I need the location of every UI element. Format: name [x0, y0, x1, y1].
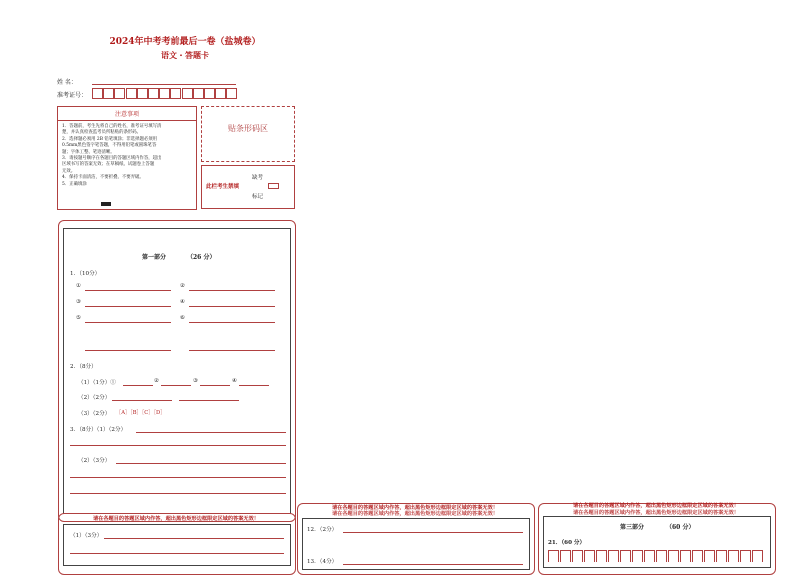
q1-mark: ③: [76, 299, 82, 305]
essay-grid-cell[interactable]: [680, 550, 691, 562]
q2-sub1-mark-4: ④: [232, 378, 238, 384]
essay-grid-cell[interactable]: [668, 550, 679, 562]
q12-line[interactable]: [343, 532, 523, 533]
q2-sub2-blank[interactable]: [112, 400, 172, 401]
q3-sub2: （2）（3分）: [78, 458, 111, 464]
notice-item: 0.5mm黑色签字笔答题，不得用铅笔或圆珠笔答: [62, 143, 157, 149]
q3-line[interactable]: [116, 463, 286, 464]
q1-mark: ④: [180, 299, 186, 305]
q3-line[interactable]: [136, 432, 286, 433]
q2-sub1-blank[interactable]: [161, 385, 191, 386]
notice-item: 3．请按题号顺序在各题目的答题区域内作答，超出: [62, 156, 162, 162]
q1-mark: ②: [180, 283, 186, 289]
essay-grid-cell[interactable]: [692, 550, 703, 562]
bottom-left-q: （1）（3分）: [70, 533, 103, 539]
q2-sub2: （2）（2分）: [78, 395, 111, 401]
essay-grid-cell[interactable]: [596, 550, 607, 562]
q2-label: 2．（8分）: [70, 364, 97, 370]
essay-grid-cell[interactable]: [752, 550, 763, 562]
notice-item: 楚，并认真检查监考员所粘贴的条形码。: [62, 130, 142, 136]
id-cell[interactable]: [114, 88, 125, 99]
id-cell[interactable]: [215, 88, 226, 99]
absent-mark-bottom: 标记: [252, 194, 264, 200]
absent-box: [201, 165, 295, 209]
q13-line[interactable]: [343, 564, 523, 565]
filled-mark-sample: [101, 202, 111, 206]
q1-answer-line[interactable]: [85, 290, 171, 291]
id-cell[interactable]: [193, 88, 204, 99]
q2-sub1-blank[interactable]: [239, 385, 269, 386]
essay-grid-cell[interactable]: [632, 550, 643, 562]
notice-list: [58, 121, 196, 188]
q3-line[interactable]: [70, 493, 286, 494]
essay-grid-cell[interactable]: [728, 550, 739, 562]
id-label: 准考证号：: [57, 92, 88, 99]
barcode-label: 贴条形码区: [228, 124, 268, 133]
notice-item: 区域书写的答案无效；在草稿纸、试题卷上答题: [62, 162, 155, 168]
essay-grid-cell[interactable]: [620, 550, 631, 562]
q12-label: 12．（2分）: [307, 527, 338, 533]
q2-sub1-mark-3: ③: [193, 378, 199, 384]
essay-grid-cell[interactable]: [704, 550, 715, 562]
q1-answer-line[interactable]: [85, 322, 171, 323]
id-cell[interactable]: [170, 88, 181, 99]
q2-sub1-mark-2: ②: [154, 378, 160, 384]
sheet-title: 2024年中考考前最后一卷（盐城卷）: [109, 37, 261, 47]
notice-item: 题；字体工整、笔迹清晰。: [62, 149, 115, 155]
middle-inner: [302, 518, 530, 570]
notice-item: 2．选择题必须用 2B 铅笔填涂；非选择题必须用: [62, 136, 158, 142]
part3-score: （60 分）: [666, 524, 695, 531]
q1-answer-line[interactable]: [189, 322, 275, 323]
notice-item: 5．正确填涂: [62, 181, 87, 187]
q1-answer-line[interactable]: [189, 306, 275, 307]
part1-title: 第一部分: [142, 254, 167, 261]
essay-grid-cell[interactable]: [656, 550, 667, 562]
warning-text: 请在各题目的答题区域内作答，超出黑色矩形边框限定区域的答案无效！: [572, 510, 739, 516]
absent-mark-top: 缺考: [252, 175, 264, 181]
essay-grid-cell[interactable]: [584, 550, 595, 562]
q1-mark: ⑥: [180, 315, 186, 321]
answer-line[interactable]: [104, 538, 284, 539]
q13-label: 13．（4分）: [307, 559, 338, 565]
part3-title: 第三部分: [620, 524, 645, 531]
part1-inner: [63, 228, 291, 514]
absent-label: 此栏考生禁填: [206, 184, 240, 190]
q1-mark: ①: [76, 283, 82, 289]
id-cell[interactable]: [204, 88, 215, 99]
id-cell[interactable]: [226, 88, 237, 99]
bottom-left-inner: [63, 524, 291, 566]
q3-line[interactable]: [70, 477, 286, 478]
notice-item: 4．保持卡面清洁，不要折叠、不要弄破。: [62, 175, 144, 181]
q1-answer-line[interactable]: [189, 350, 275, 351]
answer-line[interactable]: [70, 553, 284, 554]
notice-box: [57, 106, 197, 210]
id-cell[interactable]: [182, 88, 193, 99]
essay-grid-cell[interactable]: [560, 550, 571, 562]
q21-label: 21．（60 分）: [548, 540, 586, 546]
id-cell[interactable]: [148, 88, 159, 99]
absent-checkbox[interactable]: [268, 183, 279, 189]
notice-item: 无效。: [62, 168, 76, 174]
q2-options[interactable]: ［A］［B］［C］［D］: [116, 410, 166, 416]
q2-sub2-blank[interactable]: [179, 400, 239, 401]
warning-text: 请在各题目的答题区域内作答，超出黑色矩形边框限定区域的答案无效！: [331, 511, 498, 517]
id-cell[interactable]: [103, 88, 114, 99]
q1-answer-line[interactable]: [189, 290, 275, 291]
warning-text: 请在各题目的答题区域内作答，超出黑色矩形边框限定区域的答案无效！: [92, 516, 259, 522]
essay-grid-cell[interactable]: [608, 550, 619, 562]
name-label: 姓 名：: [57, 79, 77, 86]
essay-grid-cell[interactable]: [548, 550, 559, 562]
warning-text: 请在各题目的答题区域内作答，超出黑色矩形边框限定区域的答案无效！: [572, 503, 739, 509]
notice-item: 1．答题前，考生先将自己的姓名，准考证号填写清: [62, 124, 162, 129]
q3-line[interactable]: [70, 445, 286, 446]
id-cell[interactable]: [137, 88, 148, 99]
q3-label: 3．（8分）（1）（2分）: [70, 427, 127, 433]
id-cell[interactable]: [159, 88, 170, 99]
essay-grid-cell[interactable]: [740, 550, 751, 562]
q1-answer-line[interactable]: [85, 306, 171, 307]
q2-sub3: （3）（2分）: [78, 411, 111, 417]
essay-grid-cell[interactable]: [644, 550, 655, 562]
id-cell[interactable]: [92, 88, 103, 99]
part1-score: （26 分）: [187, 254, 216, 261]
q2-sub1-blank[interactable]: [123, 385, 153, 386]
notice-title: 注意事项: [114, 111, 139, 118]
essay-grid-cell[interactable]: [716, 550, 727, 562]
sheet-subtitle: 语文・答题卡: [161, 50, 209, 60]
id-cell[interactable]: [126, 88, 137, 99]
q2-sub1-blank[interactable]: [200, 385, 230, 386]
q1-label: 1．（10分）: [70, 271, 101, 277]
name-field[interactable]: [92, 84, 236, 85]
barcode-area: [201, 106, 295, 162]
q2-sub1: （1）（1分）①: [78, 380, 116, 386]
warning-text: 请在各题目的答题区域内作答，超出黑色矩形边框限定区域的答案无效！: [331, 505, 498, 511]
q1-answer-line[interactable]: [85, 350, 171, 351]
q1-mark: ⑤: [76, 315, 82, 321]
essay-grid-cell[interactable]: [572, 550, 583, 562]
